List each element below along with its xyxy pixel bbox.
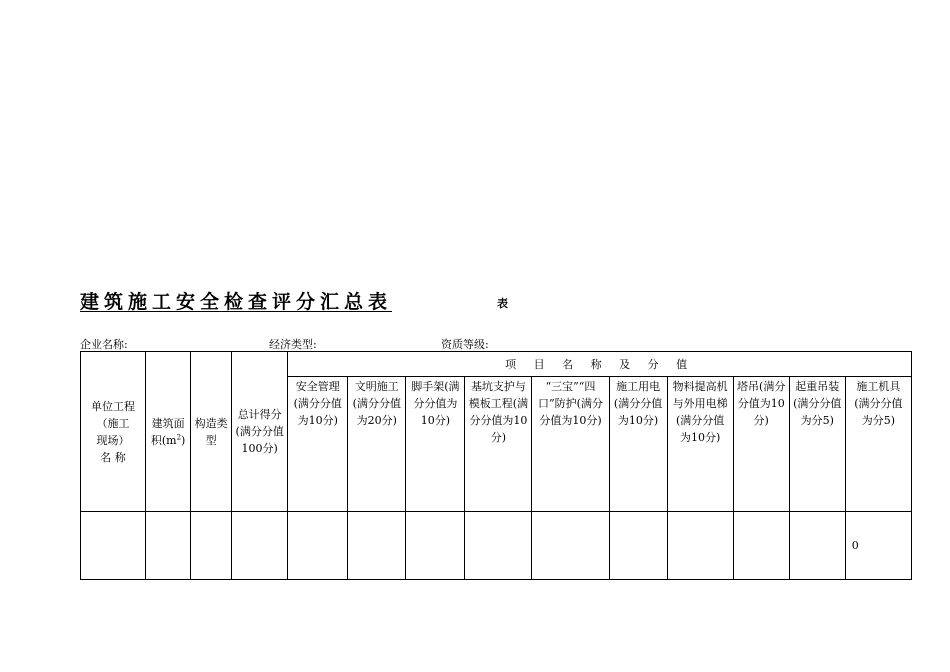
item-header-8: 塔吊(满分分值为10分) [733, 377, 789, 512]
table-cell[interactable] [609, 512, 667, 580]
safety-score-summary-table [80, 351, 912, 580]
item-header-6: 施工用电(满分分值为10分) [609, 377, 667, 512]
item-header-4: 基坑支护与模板工程(满分分值为10分) [465, 377, 532, 512]
table-cell[interactable] [146, 512, 191, 580]
table-cell[interactable] [465, 512, 532, 580]
building-area-header: 建筑面积$(m^2)$ [146, 352, 191, 512]
table-cell[interactable] [348, 512, 406, 580]
item-header-1: 安全管理(满分分值为10分) [288, 377, 348, 512]
table-cell[interactable] [81, 512, 146, 580]
item-header-9: 起重吊装(满分分值为分5) [789, 377, 845, 512]
economic-type-label: 经济类型: [269, 338, 317, 351]
table-cell[interactable]: 0 [845, 512, 911, 580]
unit-project-name-header: 单位工程 （施工 现场） 名 称 [81, 352, 146, 512]
table-cell[interactable] [667, 512, 733, 580]
structure-type-header: 构造类型 [191, 352, 232, 512]
document-title: 建筑施工安全检查评分汇总表 [80, 291, 393, 313]
table-cell[interactable] [191, 512, 232, 580]
table-cell[interactable] [288, 512, 348, 580]
company-name-label: 企业名称: [80, 338, 128, 351]
total-score-header: 总计得分(满分分值100分) [232, 352, 288, 512]
item-group-header: 项 目 名 称 及 分 值 [288, 352, 912, 377]
table-cell[interactable] [733, 512, 789, 580]
item-header-7: 物料提高机与外用电梯(满分分值为10分) [667, 377, 733, 512]
item-header-3: 脚手架(满分分值为10分) [406, 377, 465, 512]
item-header-10: 施工机具(满分分值为分5) [845, 377, 911, 512]
table-cell[interactable] [532, 512, 609, 580]
table-cell[interactable] [232, 512, 288, 580]
qualification-level-label: 资质等级: [441, 338, 489, 351]
header-row-1 [81, 352, 912, 377]
table-cell[interactable] [406, 512, 465, 580]
table-row [81, 512, 912, 580]
table-cell[interactable] [789, 512, 845, 580]
item-header-2: 文明施工(满分分值为20分) [348, 377, 406, 512]
title-suffix: 表 [497, 297, 508, 310]
item-header-5: “三宝”“四口”防护(满分分值为10分) [532, 377, 609, 512]
